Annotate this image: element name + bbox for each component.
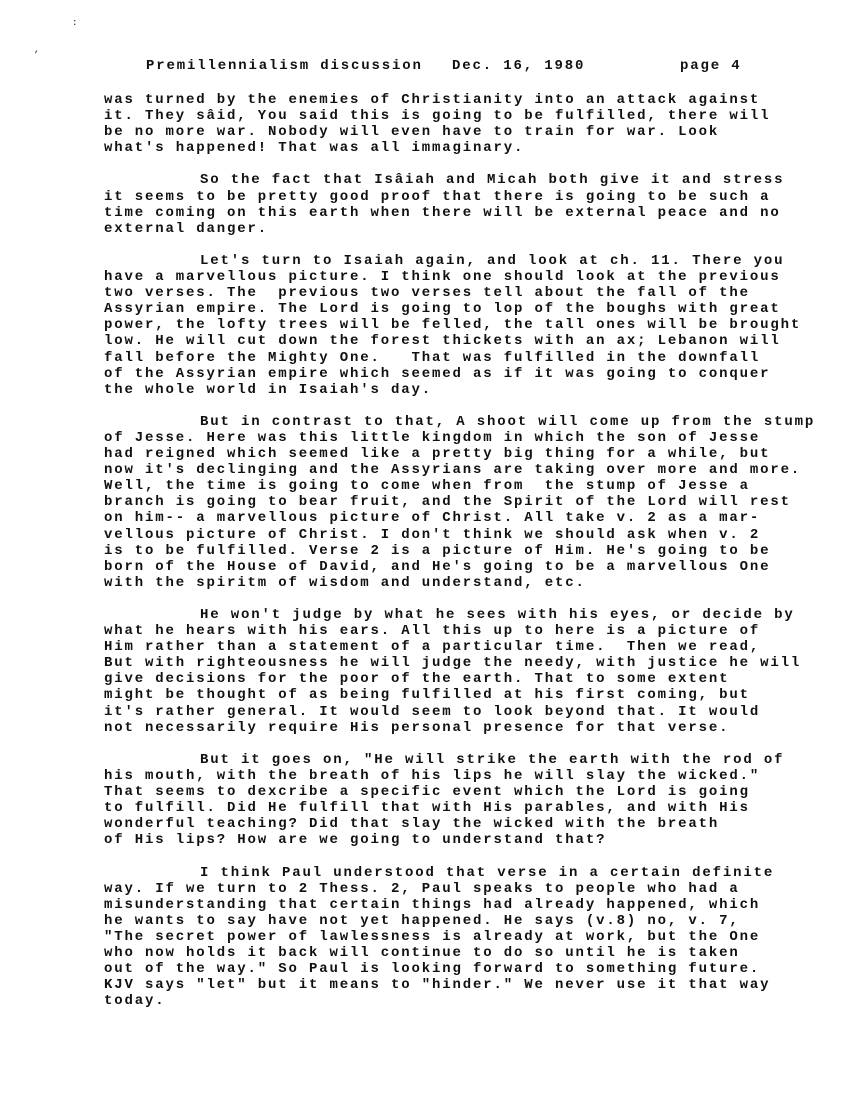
text-line: what's happened! That was all immaginary. bbox=[104, 140, 525, 157]
text-line: it. They sâid, You said this is going to be fulfilled, there will bbox=[104, 108, 771, 125]
text-line: of His lips? How are we going to understand that? bbox=[104, 832, 607, 849]
text-line: But it goes on, "He will strike the earth with the rod of bbox=[200, 751, 785, 768]
text-line: is to be fulfilled. Verse 2 is a picture of Him. He's going to be bbox=[104, 542, 771, 559]
text-line: with the spiritm of wisdom and understand, etc. bbox=[104, 574, 586, 591]
text-line: have a marvellous picture. I think one should look at the previous bbox=[104, 269, 781, 286]
text-line: Assyrian empire. The Lord is going to lop of the boughs with great bbox=[104, 301, 781, 318]
text-line: external danger. bbox=[104, 220, 269, 237]
text-line: today. bbox=[104, 993, 166, 1010]
text-line: But in contrast to that, A shoot will come up from the stump bbox=[200, 413, 816, 430]
text-line: on him-- a marvellous picture of Christ. All take v. 2 as a mar- bbox=[104, 510, 761, 527]
text-line: two verses. The previous two verses tell about the fall of the bbox=[104, 285, 750, 302]
scan-speck: , bbox=[34, 45, 40, 55]
text-line: was turned by the enemies of Christianity into an attack against bbox=[104, 92, 761, 108]
text-line: he wants to say have not yet happened. He says (v.8) no, v. 7, bbox=[104, 912, 740, 929]
text-line: who now holds it back will continue to do so until he is taken bbox=[104, 944, 740, 961]
paragraph bbox=[104, 865, 844, 1010]
text-line: He won't judge by what he sees with his eyes, or decide by bbox=[200, 607, 795, 623]
text-line: might be thought of as being fulfilled at his first coming, but bbox=[104, 687, 750, 704]
paragraph bbox=[104, 607, 844, 736]
text-line: Him rather than a statement of a particular time. Then we read, bbox=[104, 639, 761, 656]
text-line: the whole world in Isaiah's day. bbox=[104, 381, 433, 398]
text-line: what he hears with his ears. All this up to here is a picture of bbox=[104, 623, 761, 640]
text-line: That seems to dexcribe a specific event which the Lord is going bbox=[104, 784, 750, 801]
text-line: not necessarily require His personal presence for that verse. bbox=[104, 719, 730, 736]
text-line: But with righteousness he will judge the needy, with justice he will bbox=[104, 655, 802, 672]
text-line: KJV says "let" but it means to "hinder." We never use it that way bbox=[104, 977, 771, 994]
text-line: power, the lofty trees will be felled, the tall ones will be brought bbox=[104, 317, 802, 334]
text-line: I think Paul understood that verse in a certain definite bbox=[200, 864, 775, 881]
text-line: it's rather general. It would seem to look beyond that. It would bbox=[104, 703, 761, 720]
text-line: wonderful teaching? Did that slay the wicked with the breath bbox=[104, 816, 720, 833]
paragraph bbox=[104, 172, 844, 236]
document-body bbox=[104, 92, 844, 1025]
paragraph bbox=[104, 414, 844, 591]
paragraph bbox=[104, 92, 844, 156]
text-line: be no more war. Nobody will even have to train for war. Look bbox=[104, 124, 720, 141]
document-title: Premillennialism discussion bbox=[146, 58, 423, 74]
text-line: it seems to be pretty good proof that there is going to be such a bbox=[104, 188, 771, 205]
text-line: give decisions for the poor of the earth. That to some extent bbox=[104, 671, 730, 688]
text-line: born of the House of David, and He's going to be a marvellous One bbox=[104, 558, 771, 575]
text-line: low. He will cut down the forest thickets with an ax; Lebanon will bbox=[104, 333, 781, 350]
text-line: Well, the time is going to come when from the stump of Jesse a bbox=[104, 478, 750, 495]
page-header bbox=[146, 58, 746, 75]
page-number: page 4 bbox=[680, 58, 742, 74]
text-line: out of the way." So Paul is looking forward to something future. bbox=[104, 961, 761, 978]
text-line: vellous picture of Christ. I don't think we should ask when v. 2 bbox=[104, 526, 761, 543]
text-line: way. If we turn to 2 Thess. 2, Paul speaks to people who had a bbox=[104, 880, 740, 897]
text-line: Let's turn to Isaiah again, and look at ch. 11. There you bbox=[200, 252, 785, 269]
text-line: time coming on this earth when there will be external peace and no bbox=[104, 204, 781, 221]
scan-speck: : bbox=[72, 18, 78, 28]
text-line: branch is going to bear fruit, and the Spirit of the Lord will rest bbox=[104, 494, 791, 511]
text-line: of the Assyrian empire which seemed as if it was going to conquer bbox=[104, 365, 771, 382]
paragraph bbox=[104, 253, 844, 398]
text-line: "The secret power of lawlessness is already at work, but the One bbox=[104, 928, 761, 945]
text-line: now it's declinging and the Assyrians are taking over more and more. bbox=[104, 462, 802, 479]
text-line: of Jesse. Here was this little kingdom in which the son of Jesse bbox=[104, 429, 761, 446]
text-line: had reigned which seemed like a pretty big thing for a while, but bbox=[104, 446, 771, 463]
text-line: his mouth, with the breath of his lips he will slay the wicked." bbox=[104, 767, 761, 784]
paragraph bbox=[104, 752, 844, 849]
text-line: to fulfill. Did He fulfill that with His parables, and with His bbox=[104, 800, 750, 817]
text-line: fall before the Mighty One. That was fulfilled in the downfall bbox=[104, 349, 761, 366]
text-line: misunderstanding that certain things had already happened, which bbox=[104, 896, 761, 913]
text-line: So the fact that Isâiah and Micah both give it and stress bbox=[200, 172, 785, 189]
document-date: Dec. 16, 1980 bbox=[452, 58, 586, 74]
